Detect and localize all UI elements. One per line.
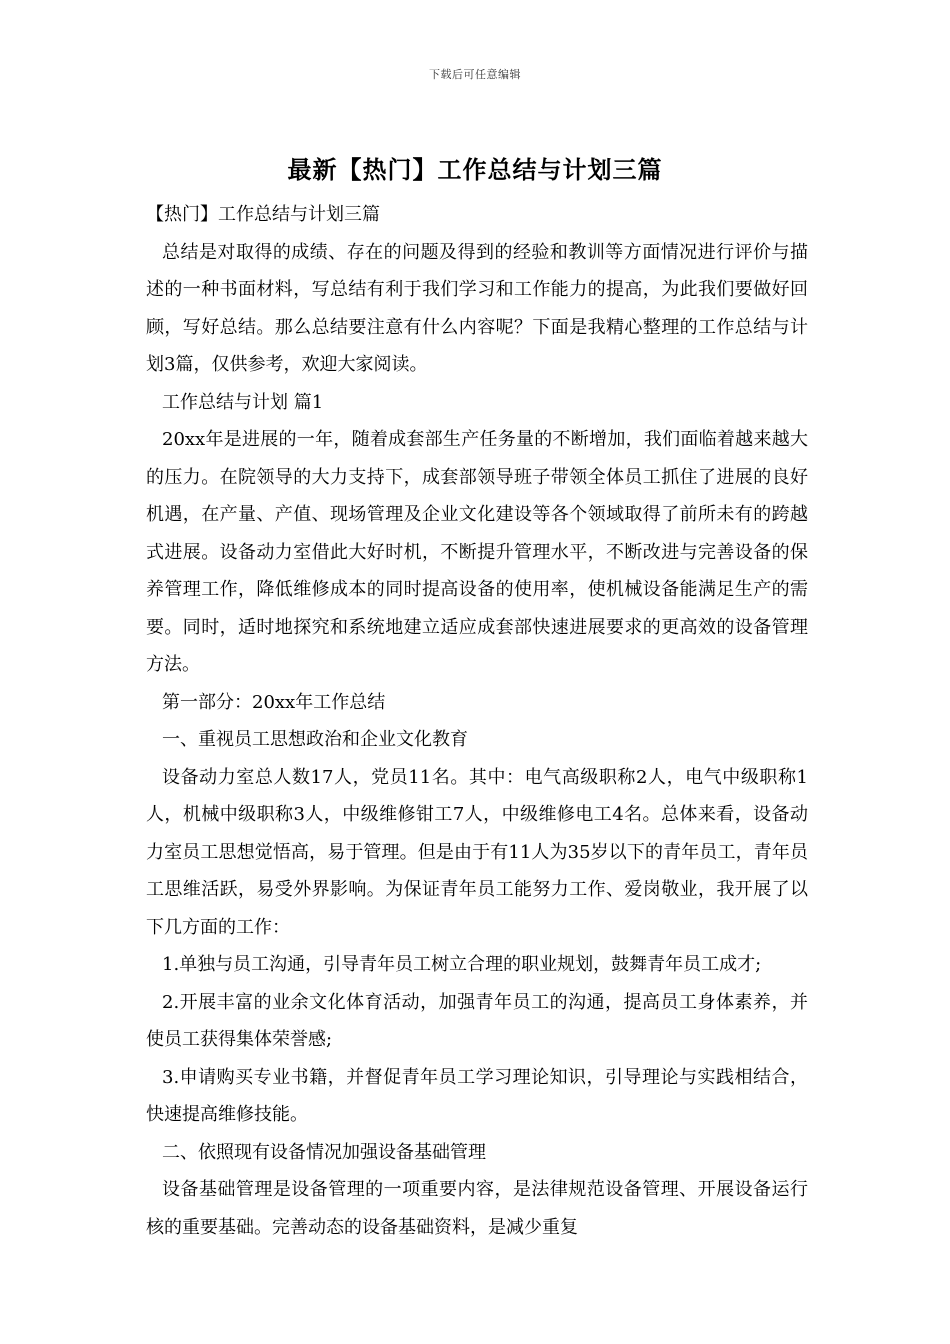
list-item-3: 3.申请购买专业书籍，并督促青年员工学习理论知识，引导理论与实践相结合，快速提高维修技能。 bbox=[146, 1066, 808, 1125]
body-paragraph: 20xx年是进展的一年，随着成套部生产任务量的不断增加，我们面临着越来越大的压力。在院领导的大力支持下，成套部领导班子带领全体员工抓住了进展的良好机遇，在产量、产值、现场管理及企业文化建设等各个领域取得了前所未有的跨越式进展。设备动力室借此大好时机，不断提升管理水平，不断改进与完善设备的保养管理工作，降低维修成本的同时提高设备的使用率，使机械设备能满足生产的需要。同时，适时地探究和系统地建立适应成套部快速进展要求的更高效的设备管理方法。 bbox=[146, 429, 808, 675]
section-heading-part1: 工作总结与计划 篇1 bbox=[162, 391, 324, 413]
list-item-1: 1.单独与员工沟通，引导青年员工树立合理的职业规划，鼓舞青年员工成才; bbox=[162, 954, 762, 975]
subsection-heading-1: 一、重视员工思想政治和企业文化教育 bbox=[162, 729, 468, 750]
subtitle-paragraph: 【热门】工作总结与计划三篇 bbox=[146, 204, 380, 225]
body-paragraph: 设备基础管理是设备管理的一项重要内容，是法律规范设备管理、开展设备运行核的重要基础。完善动态的设备基础资料，是减少重复 bbox=[146, 1179, 808, 1238]
body-paragraph: 设备动力室总人数17人，党员11名。其中：电气高级职称2人，电气中级职称1人，机械中级职称3人，中级维修钳工7人，中级维修电工4名。总体来看，设备动力室员工思想觉悟高，易于管理。但是由于有11人为35岁以下的青年员工，青年员工思维活跃，易受外界影响。为保证青年员工能努力工作、爱岗敬业，我开展了以下几方面的工作： bbox=[146, 766, 808, 938]
document-body bbox=[146, 196, 808, 1246]
section-heading-summary: 第一部分：20xx年工作总结 bbox=[162, 691, 386, 713]
intro-paragraph: 总结是对取得的成绩、存在的问题及得到的经验和教训等方面情况进行评价与描述的一种书面材料，写总结有利于我们学习和工作能力的提高，为此我们要做好回顾，写好总结。那么总结要注意有什么内容呢？下面是我精心整理的工作总结与计划3篇，仅供参考，欢迎大家阅读。 bbox=[146, 241, 808, 375]
document-title: 最新【热门】工作总结与计划三篇 bbox=[287, 155, 663, 184]
list-item-2: 2.开展丰富的业余文化体育活动，加强青年员工的沟通，提高员工身体素养，并使员工获得集体荣誉感; bbox=[146, 991, 808, 1050]
subsection-heading-2: 二、依照现有设备情况加强设备基础管理 bbox=[162, 1141, 486, 1163]
header-note: 下载后可任意编辑 bbox=[429, 68, 521, 81]
